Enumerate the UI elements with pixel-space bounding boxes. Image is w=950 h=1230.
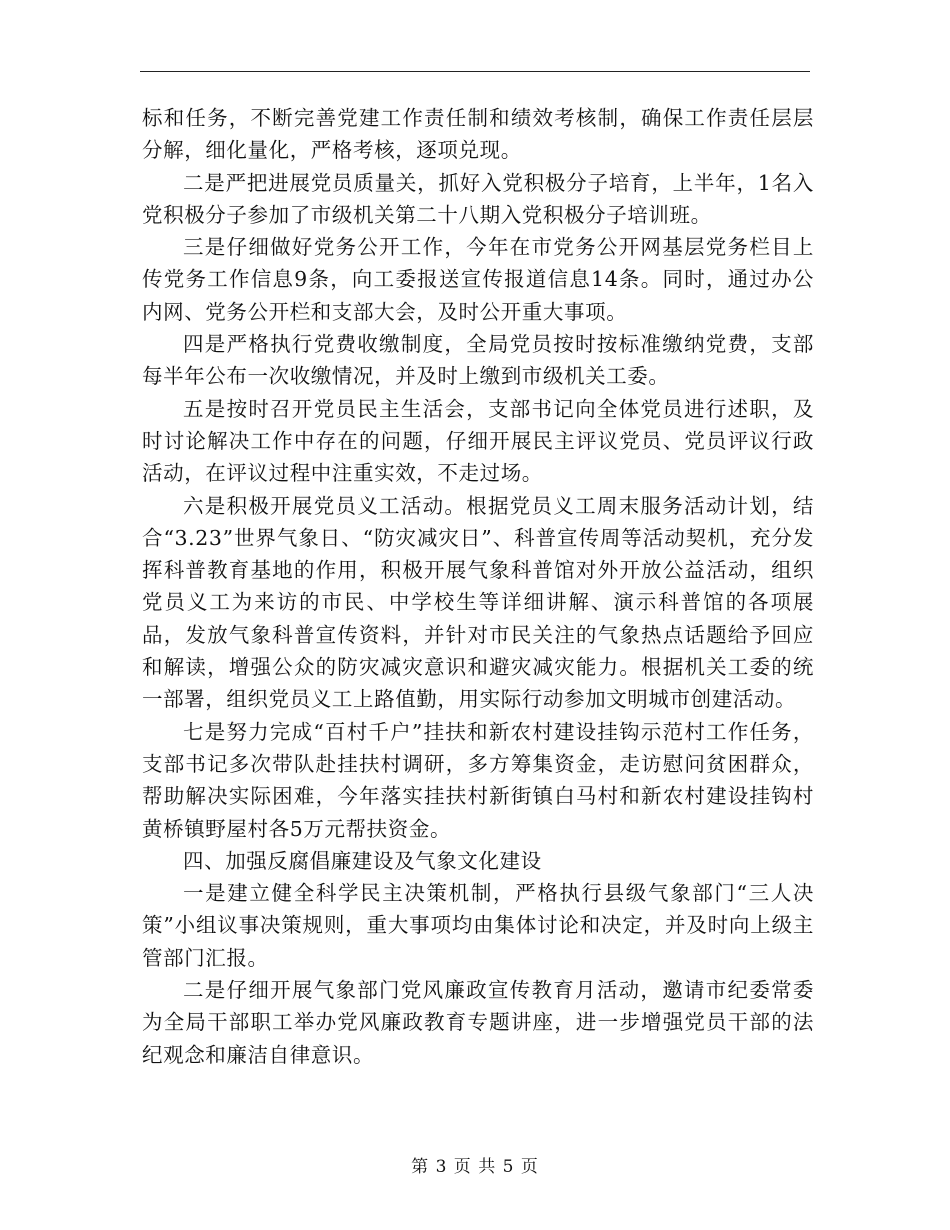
section-heading: 四、加强反腐倡廉建设及气象文化建设 [183,848,542,873]
paragraph: 六是积极开展党员义工活动。根据党员义工周末服务活动计划，结合“3.23”世界气象日、“防灾减灾日”、科普宣传周等活动契机，充分发挥科普教育基地的作用，积极开展气象科普馆对外开放公益活动，组织党员义工为来访的市民、中学校生等详细讲解、演示科普馆的各项展品，发放气象科普宣传资料，并针对市民关注的气象热点话题给予回应和解读，增强公众的防灾减灾意识和避灾减灾能力。根据机关工委的统一部署，组织党员义工上路值勤，用实际行动参加文明城市创建活动。 [142,493,814,712]
paragraph: 标和任务，不断完善党建工作责任制和绩效考核制，确保工作责任层层分解，细化量化，严格考核，逐项兑现。 [142,106,814,163]
paragraph: 七是努力完成“百村千户”挂扶和新农村建设挂钩示范村工作任务，支部书记多次带队赴挂扶村调研，多方筹集资金，走访慰问贫困群众，帮助解决实际困难，今年落实挂扶村新街镇白马村和新农村建设挂钩村黄桥镇野屋村各5万元帮扶资金。 [142,719,814,841]
paragraph: 二是仔细开展气象部门党风廉政宣传教育月活动，邀请市纪委常委为全局干部职工举办党风廉政教育专题讲座，进一步增强党员干部的法纪观念和廉洁自律意识。 [142,978,814,1067]
paragraph: 一是建立健全科学民主决策机制，严格执行县级气象部门“三人决策”小组议事决策规则，重大事项均由集体讨论和决定，并及时向上级主管部门汇报。 [142,881,814,970]
paragraph: 四是严格执行党费收缴制度，全局党员按时按标准缴纳党费，支部每半年公布一次收缴情况，并及时上缴到市级机关工委。 [142,332,814,389]
paragraph: 二是严把进展党员质量关，抓好入党积极分子培育，上半年，1名入党积极分子参加了市级机关第二十八期入党积极分子培训班。 [142,170,814,227]
paragraph: 五是按时召开党员民主生活会，支部书记向全体党员进行述职，及时讨论解决工作中存在的问题，仔细开展民主评议党员、党员评议行政活动，在评议过程中注重实效，不走过场。 [142,396,814,486]
paragraph: 三是仔细做好党务公开工作，今年在市党务公开网基层党务栏目上传党务工作信息9条，向工委报送宣传报道信息14条。同时，通过办公内网、党务公开栏和支部大会，及时公开重大事项。 [142,235,814,324]
document-body [142,102,814,1071]
header-rule [140,71,810,72]
page-number-footer: 第 3 页 共 5 页 [411,1157,539,1177]
